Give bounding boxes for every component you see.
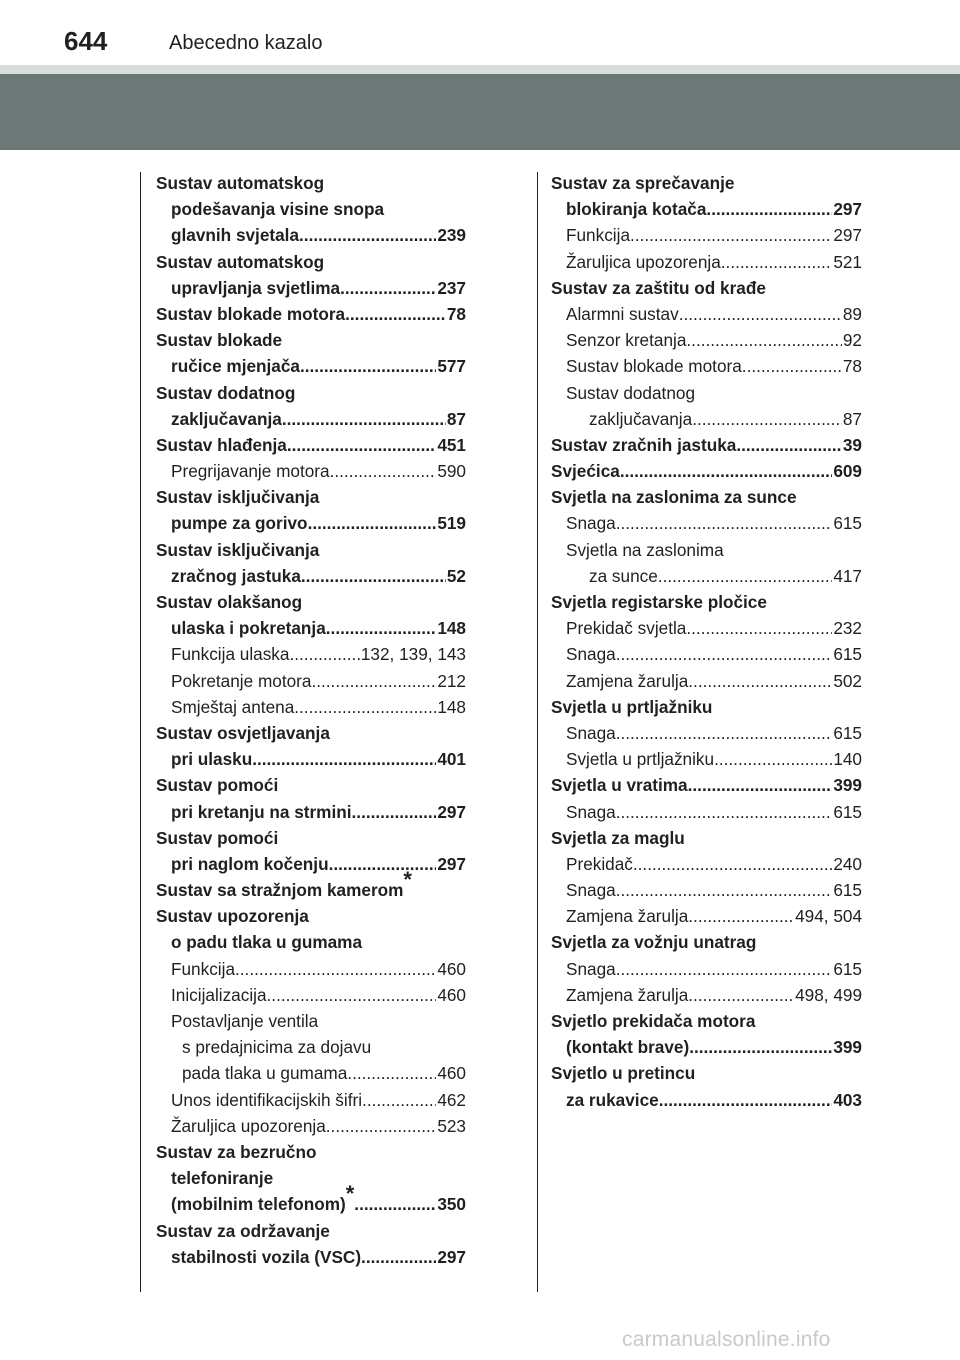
page-reference: 462 (437, 1089, 466, 1110)
index-entry-text: Svjetla u vratima (551, 775, 688, 796)
index-entry-text: Sustav upozorenja (156, 906, 309, 927)
index-entry (156, 406, 466, 432)
index-entry (156, 196, 466, 222)
index-entry-text: pri kretanju na strmini (171, 801, 352, 822)
index-entry (551, 301, 862, 327)
index-entry-text: Sustav automatskog (156, 173, 325, 193)
index-entry-text: za sunce (589, 565, 658, 586)
index-entry-text: Sustav isključivanja (156, 487, 320, 508)
dot-leader (742, 353, 842, 379)
index-entry-text: Sustav blokade (156, 330, 283, 351)
dot-leader (658, 563, 833, 589)
dot-leader (616, 877, 833, 903)
page-reference: 615 (833, 644, 862, 665)
index-entry (551, 353, 862, 379)
index-entry-text: Svjetlo u pretincu (551, 1063, 696, 1084)
dot-leader (301, 563, 446, 589)
page-reference: 609 (833, 461, 862, 482)
index-entry-text: Svjetla na zaslonima za sunce (551, 487, 797, 508)
index-entry-text: Svjetla za vožnju unatrag (551, 932, 757, 953)
dot-leader (736, 432, 842, 458)
index-entry-text: Sustav za sprečavanje (551, 173, 735, 193)
page-reference: 297 (833, 225, 862, 246)
dot-leader (706, 196, 832, 222)
index-entry (156, 929, 466, 955)
index-entry-text: blokiranja kotača (566, 199, 707, 220)
section-title: Abecedno kazalo (169, 32, 323, 54)
page-reference: 403 (833, 1089, 862, 1110)
index-entry (156, 720, 466, 746)
index-entry-text: telefoniranje (171, 1168, 274, 1189)
index-entry-text: Zamjena žarulja (566, 984, 689, 1005)
page-reference: 239 (437, 225, 466, 246)
index-entry-text: Svjetlo prekidača motora (551, 1011, 756, 1031)
dot-leader (686, 327, 841, 353)
dot-leader (688, 903, 794, 929)
page-reference: 615 (833, 722, 862, 743)
index-entry-text: Svjetla na zaslonima (566, 539, 724, 560)
index-entry (551, 222, 862, 248)
page-reference: 87 (842, 408, 862, 429)
index-entry (156, 458, 466, 484)
page-reference: 502 (833, 670, 862, 691)
dot-leader (633, 851, 832, 877)
index-entry-text: Funkcija (566, 225, 630, 246)
dot-leader (692, 406, 842, 432)
index-entry (156, 1218, 466, 1244)
page-reference: 460 (437, 984, 466, 1005)
page-reference: 297 (437, 853, 466, 874)
dot-leader (679, 301, 842, 327)
page-reference: 350 (437, 1194, 466, 1215)
index-entry (156, 615, 466, 641)
index-entry-text: Sustav dodatnog (566, 382, 696, 403)
index-entry-text: Inicijalizacija (171, 984, 267, 1005)
dot-leader (688, 772, 833, 798)
index-entry (156, 301, 466, 327)
index-entry-text: Sustav blokade motora (566, 356, 742, 377)
index-entry (156, 694, 466, 720)
index-entry (156, 1139, 466, 1165)
dot-leader (616, 510, 833, 536)
dot-leader (689, 1034, 832, 1060)
page-reference: 52 (446, 565, 466, 586)
index-entry (551, 406, 862, 432)
dot-leader (688, 668, 832, 694)
dot-leader (308, 510, 437, 536)
page-reference: 460 (437, 1063, 466, 1084)
index-entry (156, 1181, 466, 1217)
index-entry-text: Senzor kretanja (566, 330, 687, 351)
page-reference: 87 (446, 408, 466, 429)
index-entry (156, 1008, 466, 1034)
page-reference: 615 (833, 801, 862, 822)
index-entry-text: Pokretanje motora (171, 670, 312, 691)
index-entry-text: Sustav zračnih jastuka (551, 434, 737, 455)
index-entry (551, 275, 862, 301)
index-entry (551, 170, 862, 196)
index-entry-text: Alarmni sustav (566, 303, 679, 324)
index-entry-text: Sustav pomoći (156, 775, 279, 796)
index-entry-text: glavnih svjetala (171, 225, 300, 246)
page-reference: 577 (437, 356, 466, 377)
index-entry (551, 249, 862, 275)
page-reference: 89 (842, 303, 862, 324)
page-reference: 401 (437, 749, 466, 770)
index-entry-text: zaključavanja (171, 408, 282, 429)
index-entry-text: Svjećica (551, 461, 620, 482)
dot-leader (282, 406, 446, 432)
index-entry (156, 982, 466, 1008)
index-entry-text: Snaga (566, 880, 616, 901)
index-entry (551, 668, 862, 694)
page-reference: 615 (833, 513, 862, 534)
dot-leader (267, 982, 437, 1008)
index-entry (551, 537, 862, 563)
index-entry (551, 903, 862, 929)
index-entry (156, 903, 466, 929)
index-entry (551, 772, 862, 798)
page-reference: 212 (437, 670, 466, 691)
index-entry-text: zaključavanja (589, 408, 693, 429)
index-entry-text: Postavljanje ventila (171, 1011, 319, 1031)
dot-leader (354, 1191, 436, 1217)
index-entry-text: stabilnosti vozila (VSC) (171, 1246, 362, 1267)
index-entry (156, 484, 466, 510)
dot-leader (330, 458, 437, 484)
dot-leader (352, 799, 437, 825)
index-entry-text: Sustav olakšanog (156, 592, 303, 612)
index-entry-text: Sustav hlađenja (156, 434, 287, 455)
index-entry (551, 589, 862, 615)
dot-leader (300, 353, 436, 379)
page-reference: 399 (833, 775, 862, 796)
index-entry (156, 537, 466, 563)
watermark: carmanualsonline.info (622, 1328, 831, 1351)
index-entry (156, 353, 466, 379)
page-reference: 237 (437, 277, 466, 298)
index-entry-text: (kontakt brave) (566, 1037, 690, 1058)
index-column-left (156, 170, 466, 1270)
dot-leader (235, 956, 436, 982)
index-entry (551, 1060, 862, 1086)
dot-leader (289, 641, 359, 667)
index-entry-text: Snaga (566, 644, 616, 665)
left-column-rule (140, 172, 141, 1292)
index-entry-text: pri naglom kočenju (171, 853, 329, 874)
index-entry (156, 668, 466, 694)
dot-leader (616, 956, 833, 982)
dot-leader (688, 982, 794, 1008)
page-reference: 523 (437, 1115, 466, 1136)
page-reference: 92 (842, 330, 862, 351)
index-entry (551, 956, 862, 982)
index-entry (156, 641, 466, 667)
index-entry (156, 275, 466, 301)
footnote-asterisk: * (403, 867, 412, 893)
index-entry (551, 1087, 862, 1113)
index-entry (156, 825, 466, 851)
page-reference: 399 (833, 1037, 862, 1058)
index-entry-text: (mobilnim telefonom) (171, 1194, 346, 1215)
dot-leader (616, 799, 833, 825)
dot-leader (616, 720, 833, 746)
page-reference: 615 (833, 880, 862, 901)
dot-leader (329, 851, 437, 877)
index-entry (551, 825, 862, 851)
page-reference: 39 (842, 434, 862, 455)
index-entry-text: pri ulasku (171, 749, 253, 770)
page-reference: 460 (437, 958, 466, 979)
index-entry-text: podešavanja visine snopa (171, 199, 385, 220)
page-reference: 521 (833, 251, 862, 272)
index-entry (156, 170, 466, 196)
dot-leader (340, 275, 436, 301)
index-entry-text: Zamjena žarulja (566, 906, 689, 927)
index-entry (551, 799, 862, 825)
dot-leader (311, 668, 436, 694)
dot-leader (630, 222, 832, 248)
index-entry (156, 746, 466, 772)
index-entry (156, 1087, 466, 1113)
index-entry (156, 956, 466, 982)
index-entry-text: Sustav isključivanja (156, 539, 320, 560)
index-entry (551, 458, 862, 484)
index-entry (156, 249, 466, 275)
page-reference: 240 (833, 853, 862, 874)
page-reference: 494, 504 (795, 906, 862, 927)
index-entry (551, 929, 862, 955)
index-entry-text: zračnog jastuka (171, 565, 301, 586)
dot-leader (620, 458, 833, 484)
index-entry-text: Svjetla u prtljažniku (551, 696, 713, 717)
index-entry-text: Sustav sa stražnjom kamerom (156, 880, 404, 901)
index-entry-text: upravljanja svjetlima (171, 277, 341, 298)
dot-leader (362, 1087, 436, 1113)
index-entry-text: o padu tlaka u gumama (171, 932, 363, 953)
index-entry (156, 1034, 466, 1060)
index-entry-text: Žaruljica upozorenja (171, 1115, 326, 1136)
index-entry (156, 432, 466, 458)
dot-leader (287, 432, 436, 458)
index-entry (156, 772, 466, 798)
page-reference: 232 (833, 618, 862, 639)
index-entry-text: Sustav dodatnog (156, 382, 296, 403)
index-entry (156, 510, 466, 536)
index-entry-text: Sustav za bezručno (156, 1141, 317, 1162)
index-entry-text: pada tlaka u gumama (182, 1063, 348, 1084)
index-entry (551, 563, 862, 589)
right-column-rule (537, 172, 538, 1292)
index-entry (551, 327, 862, 353)
page-reference: 451 (437, 434, 466, 455)
dot-leader (721, 249, 833, 275)
index-entry-text: Pregrijavanje motora (171, 461, 330, 482)
index-entry (156, 1113, 466, 1139)
index-entry (551, 196, 862, 222)
index-column-right (551, 170, 862, 1113)
index-entry (156, 851, 466, 877)
page-reference: 132, 139, 143 (360, 644, 466, 665)
index-entry-text: pumpe za gorivo (171, 513, 308, 534)
index-entry-text: Snaga (566, 801, 616, 822)
index-entry-text: Prekidač (566, 853, 633, 874)
header-band (0, 74, 960, 150)
index-entry-text: Sustav blokade motora (156, 303, 346, 324)
index-entry-text: Prekidač svjetla (566, 618, 687, 639)
page-reference: 417 (833, 565, 862, 586)
index-entry-text: Smještaj antena (171, 696, 295, 717)
page-reference: 297 (437, 1246, 466, 1267)
dot-leader (294, 694, 436, 720)
dot-leader (361, 1244, 436, 1270)
index-entry (156, 563, 466, 589)
dot-leader (347, 1060, 436, 1086)
page-number: 644 (64, 26, 108, 56)
index-entry-text: Sustav pomoći (156, 827, 279, 848)
index-entry-text: Sustav automatskog (156, 251, 325, 272)
index-entry (156, 1165, 466, 1191)
index-entry (551, 694, 862, 720)
index-entry (551, 380, 862, 406)
index-entry (156, 327, 466, 353)
index-entry-text: Sustav osvjetljavanja (156, 722, 330, 743)
index-entry (551, 877, 862, 903)
footnote-asterisk: * (345, 1181, 355, 1207)
index-entry-text: Snaga (566, 722, 616, 743)
index-entry (551, 746, 862, 772)
index-entry-text: Zamjena žarulja (566, 670, 689, 691)
index-entry-text: Funkcija ulaska (171, 644, 290, 665)
index-entry-text: Unos identifikacijskih šifri (171, 1089, 363, 1110)
index-entry (156, 1244, 466, 1270)
index-entry (551, 1034, 862, 1060)
index-entry-text: Sustav za održavanje (156, 1220, 330, 1241)
index-entry (551, 851, 862, 877)
index-entry-text: Funkcija (171, 958, 235, 979)
header-band-light (0, 65, 960, 74)
dot-leader (252, 746, 436, 772)
dot-leader (326, 1113, 437, 1139)
dot-leader (326, 615, 437, 641)
page-reference: 78 (842, 356, 862, 377)
index-entry-text: Snaga (566, 513, 616, 534)
index-entry-text: Žaruljica upozorenja (566, 251, 721, 272)
index-entry (551, 1008, 862, 1034)
index-entry (156, 589, 466, 615)
index-entry-text: Svjetla u prtljažniku (566, 749, 715, 770)
index-entry-text: Snaga (566, 958, 616, 979)
index-entry (551, 982, 862, 1008)
dot-leader (345, 301, 446, 327)
index-entry (156, 222, 466, 248)
dot-leader (714, 746, 832, 772)
index-entry-text: Svjetla za maglu (551, 827, 685, 848)
index-entry (551, 432, 862, 458)
page-reference: 297 (833, 199, 862, 220)
index-entry (551, 615, 862, 641)
index-entry-text: ručice mjenjača (171, 356, 300, 377)
index-entry (551, 720, 862, 746)
index-entry-text: ulaska i pokretanja (171, 618, 326, 639)
index-entry (551, 510, 862, 536)
index-entry-text: s predajnicima za dojavu (182, 1037, 372, 1058)
index-entry (156, 380, 466, 406)
index-entry (551, 641, 862, 667)
page-reference: 297 (437, 801, 466, 822)
dot-leader (659, 1087, 833, 1113)
index-entry (156, 1060, 466, 1086)
index-entry (551, 484, 862, 510)
page-reference: 590 (437, 461, 466, 482)
page-reference: 148 (437, 618, 466, 639)
index-entry-text: Sustav za zaštitu od krađe (551, 277, 766, 298)
page-reference: 148 (437, 696, 466, 717)
index-entry (156, 867, 466, 903)
page-reference: 615 (833, 958, 862, 979)
index-entry-text: za rukavice (566, 1089, 659, 1110)
index-entry-text: Svjetla registarske pločice (551, 592, 767, 612)
index-entry (156, 799, 466, 825)
page-reference: 140 (833, 749, 862, 770)
dot-leader (686, 615, 832, 641)
dot-leader (616, 641, 833, 667)
page-reference: 519 (437, 513, 466, 534)
dot-leader (299, 222, 436, 248)
page-reference: 498, 499 (795, 984, 862, 1005)
page-reference: 78 (446, 303, 466, 324)
